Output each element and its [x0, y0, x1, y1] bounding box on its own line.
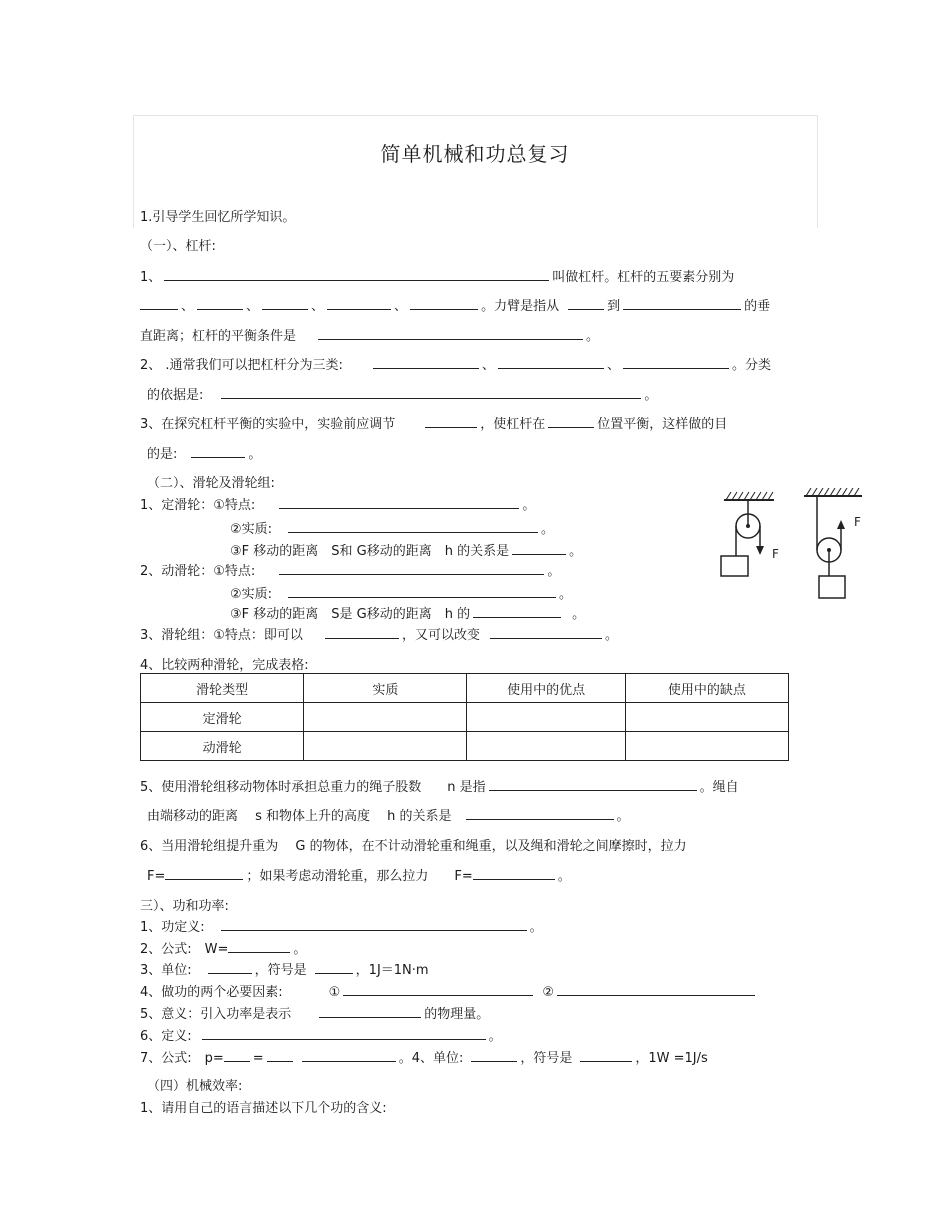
force-label-movable: F: [854, 515, 861, 529]
table-header-cell: 滑轮类型: [141, 674, 304, 703]
efficiency-heading: （四）机械效率:: [147, 1079, 243, 1094]
work-factors: 4、做功的两个必要因素: ① ②: [140, 981, 758, 1000]
lever-q2-line2: 的依据是: 。: [147, 388, 658, 403]
page-title: 简单机械和功总复习: [380, 142, 570, 166]
pulley-heading: （二）、滑轮及滑轮组:: [147, 476, 275, 491]
power-definition: 6、定义: 。: [140, 1029, 502, 1044]
intro-text: 1.引导学生回忆所学知识。: [140, 210, 296, 225]
table-header-cell: 实质: [304, 674, 467, 703]
compare-instruction: 4、比较两种滑轮，完成表格:: [140, 658, 309, 673]
table-header-cell: 使用中的优点: [467, 674, 625, 703]
pulley-block-feature: 3、滑轮组：①特点：即可以 ，又可以改变 。: [140, 628, 618, 643]
work-definition: 1、功定义: 。: [140, 920, 543, 935]
pulley-q6-line2: F= ；如果考虑动滑轮重，那么拉力 F= 。: [147, 869, 571, 884]
force-label-fixed: F: [772, 547, 779, 561]
table-cell-blank[interactable]: [467, 732, 625, 761]
fixed-pulley-feature: 1、定滑轮：①特点: 。: [140, 498, 536, 513]
table-header-row: [141, 674, 789, 703]
table-cell-blank[interactable]: [625, 703, 788, 732]
table-row: [141, 732, 789, 761]
table-header-cell: 使用中的缺点: [625, 674, 788, 703]
pulley-diagrams: [716, 488, 866, 604]
power-meaning: 5、意义：引入功率是表示 的物理量。: [140, 1007, 490, 1022]
movable-pulley-feature: 2、动滑轮：①特点: 。: [140, 564, 561, 579]
fixed-pulley-figure: [721, 492, 779, 576]
lever-q2-line1: 2、 .通常我们可以把杠杆分为三类: 、 、 。分类: [140, 358, 771, 373]
pulley-q5-line1: 5、使用滑轮组移动物体时承担总重力的绳子股数 n 是指 。绳自: [140, 780, 739, 795]
lever-q3-line1: 3、在探究杠杆平衡的实验中，实验前应调节 ，使杠杆在 位置平衡，这样做的目: [140, 417, 728, 432]
fixed-pulley-relation: ③F 移动的距离 S和 G移动的距离 h 的关系是 。: [230, 544, 583, 559]
work-unit: 3、单位: ，符号是 ，1J＝1N·m: [140, 963, 429, 978]
lever-q3-line2: 的是: 。: [147, 447, 262, 462]
pulley-q5-line2: 由端移动的距离 s 和物体上升的高度 h 的关系是 。: [147, 809, 630, 824]
movable-pulley-relation: ③F 移动的距离 S是 G移动的距离 h 的 。: [230, 607, 586, 622]
table-cell-blank[interactable]: [304, 703, 467, 732]
lever-q1-line1: 1、 叫做杠杆。杠杆的五要素分别为: [140, 270, 735, 285]
lever-q1-line3: 直距离；杠杆的平衡条件是 。: [140, 329, 600, 344]
work-formula: 2、公式: W= 。: [140, 942, 307, 957]
pulley-compare-table: [140, 673, 789, 761]
table-cell-blank[interactable]: [625, 732, 788, 761]
fixed-pulley-essence: ②实质: 。: [230, 522, 555, 537]
table-cell: 定滑轮: [141, 703, 304, 732]
pulley-q6-line1: 6、当用滑轮组提升重为 G 的物体，在不计动滑轮重和绳重，以及绳和滑轮之间摩擦时，拉力: [140, 839, 687, 854]
efficiency-q1: 1、请用自己的语言描述以下几个功的含义:: [140, 1101, 387, 1116]
power-formula: 7、公式: p= = 。4、单位: ，符号是 ，1W =1J/s: [140, 1051, 708, 1066]
lever-heading: （一）、杠杆:: [140, 239, 216, 254]
movable-pulley-essence: ②实质: 。: [230, 587, 573, 602]
table-row: [141, 703, 789, 732]
movable-pulley-figure: [804, 488, 862, 598]
table-cell: 动滑轮: [141, 732, 304, 761]
table-cell-blank[interactable]: [304, 732, 467, 761]
table-cell-blank[interactable]: [467, 703, 625, 732]
lever-q1-line2: 、 、 、 、 。力臂是指从 到 的垂: [140, 295, 770, 314]
work-heading: 三）、功和功率:: [140, 899, 229, 914]
